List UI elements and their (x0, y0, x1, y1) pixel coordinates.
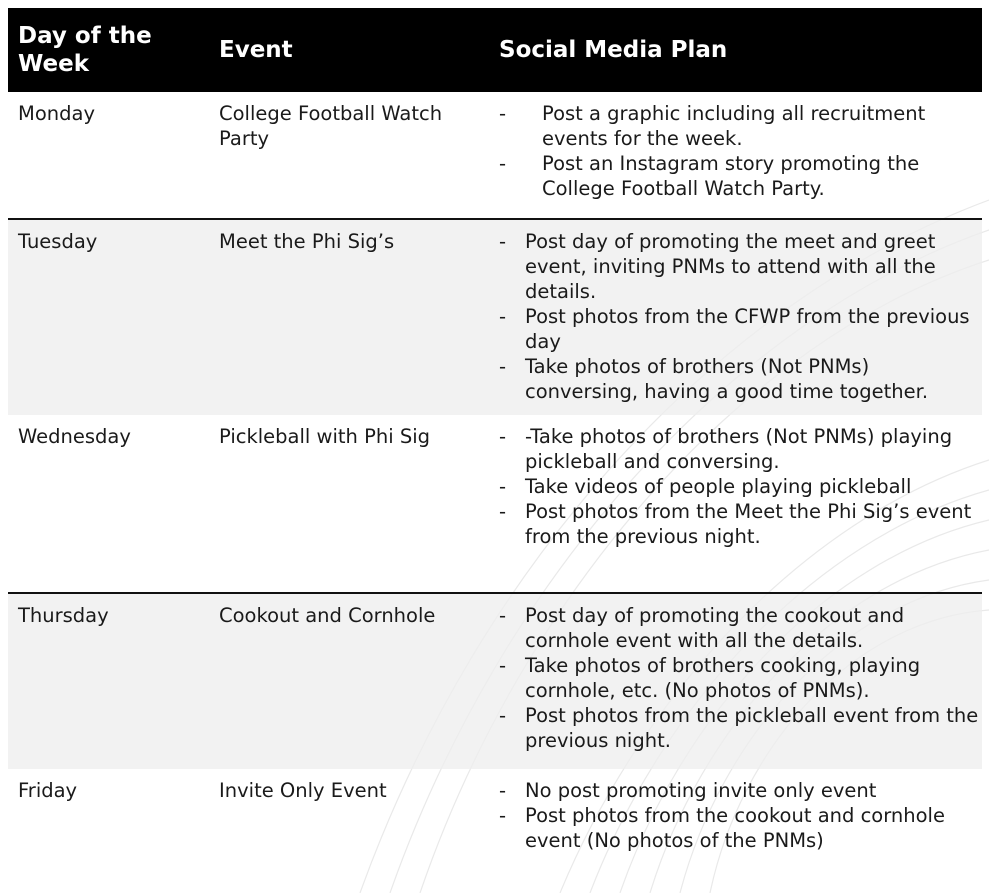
header-day: Day of the Week (18, 23, 152, 77)
list-item (499, 603, 982, 653)
list-item (499, 778, 982, 803)
bullet-dash: - (499, 355, 507, 378)
day-cell: Monday (18, 102, 95, 125)
bullet-dash: - (499, 425, 507, 448)
day-cell: Tuesday (18, 230, 98, 253)
plan-item-text: Post photos from the CFWP from the previous day (525, 305, 970, 353)
event-cell: Pickleball with Phi Sig (219, 425, 431, 448)
event-cell: College Football Watch Party (219, 102, 443, 150)
table-row (8, 769, 982, 879)
bullet-dash: - (499, 305, 507, 328)
bullet-dash: - (499, 230, 507, 253)
event-cell: Cookout and Cornhole (219, 604, 436, 627)
bullet-dash: - (499, 804, 507, 827)
header-plan: Social Media Plan (499, 37, 728, 63)
plan-list (499, 424, 982, 549)
table-row (8, 415, 982, 592)
list-item (499, 101, 982, 151)
plan-item-text: Post photos from the cookout and cornhole event (No photos of the PNMs) (525, 804, 945, 852)
bullet-dash: - (499, 704, 507, 727)
header-event: Event (219, 37, 293, 63)
plan-item-text: Post a graphic including all recruitment events for the week. (542, 102, 926, 150)
plan-cell (490, 220, 982, 415)
plan-item-text: Post day of promoting the cookout and cornhole event with all the details. (525, 604, 905, 652)
list-item (499, 151, 982, 201)
day-cell: Wednesday (18, 425, 131, 448)
bullet-dash: - (499, 654, 507, 677)
plan-item-text: Post photos from the pickleball event from the previous night. (525, 704, 979, 752)
list-item (499, 499, 982, 549)
bullet-dash: - (499, 779, 507, 802)
table-header (8, 8, 982, 92)
table-row (8, 92, 982, 218)
list-item (499, 703, 982, 753)
table-row (8, 218, 982, 415)
list-item (499, 424, 982, 474)
list-item (499, 474, 982, 499)
plan-cell (490, 594, 982, 769)
bullet-dash: - (499, 152, 507, 175)
list-item (499, 304, 982, 354)
plan-list (499, 101, 982, 201)
plan-item-text: Post photos from the Meet the Phi Sig’s event from the previous night. (525, 500, 972, 548)
list-item (499, 653, 982, 703)
plan-cell (490, 769, 982, 879)
social-media-plan-table (8, 8, 982, 879)
plan-list (499, 603, 982, 753)
plan-item-text: Take videos of people playing pickleball (525, 475, 912, 498)
event-cell: Invite Only Event (219, 779, 387, 802)
list-item (499, 229, 982, 304)
plan-item-text: Post day of promoting the meet and greet event, inviting PNMs to attend with all the details. (525, 230, 936, 303)
plan-item-text: Take photos of brothers (Not PNMs) conversing, having a good time together. (525, 355, 929, 403)
bullet-dash: - (499, 475, 507, 498)
bullet-dash: - (499, 604, 507, 627)
day-cell: Thursday (18, 604, 109, 627)
plan-cell (490, 415, 982, 592)
bullet-dash: - (499, 500, 507, 523)
list-item (499, 803, 982, 853)
event-cell: Meet the Phi Sig’s (219, 230, 395, 253)
plan-item-text: Post an Instagram story promoting the College Football Watch Party. (542, 152, 920, 200)
table-row (8, 592, 982, 769)
plan-item-text: Take photos of brothers cooking, playing cornhole, etc. (No photos of PNMs). (525, 654, 921, 702)
plan-list (499, 778, 982, 853)
plan-cell (490, 92, 982, 218)
list-item (499, 354, 982, 404)
plan-list (499, 229, 982, 404)
plan-item-text: No post promoting invite only event (525, 779, 877, 802)
bullet-dash: - (499, 102, 507, 125)
day-cell: Friday (18, 779, 78, 802)
plan-item-text: -Take photos of brothers (Not PNMs) playing pickleball and conversing. (525, 425, 953, 473)
